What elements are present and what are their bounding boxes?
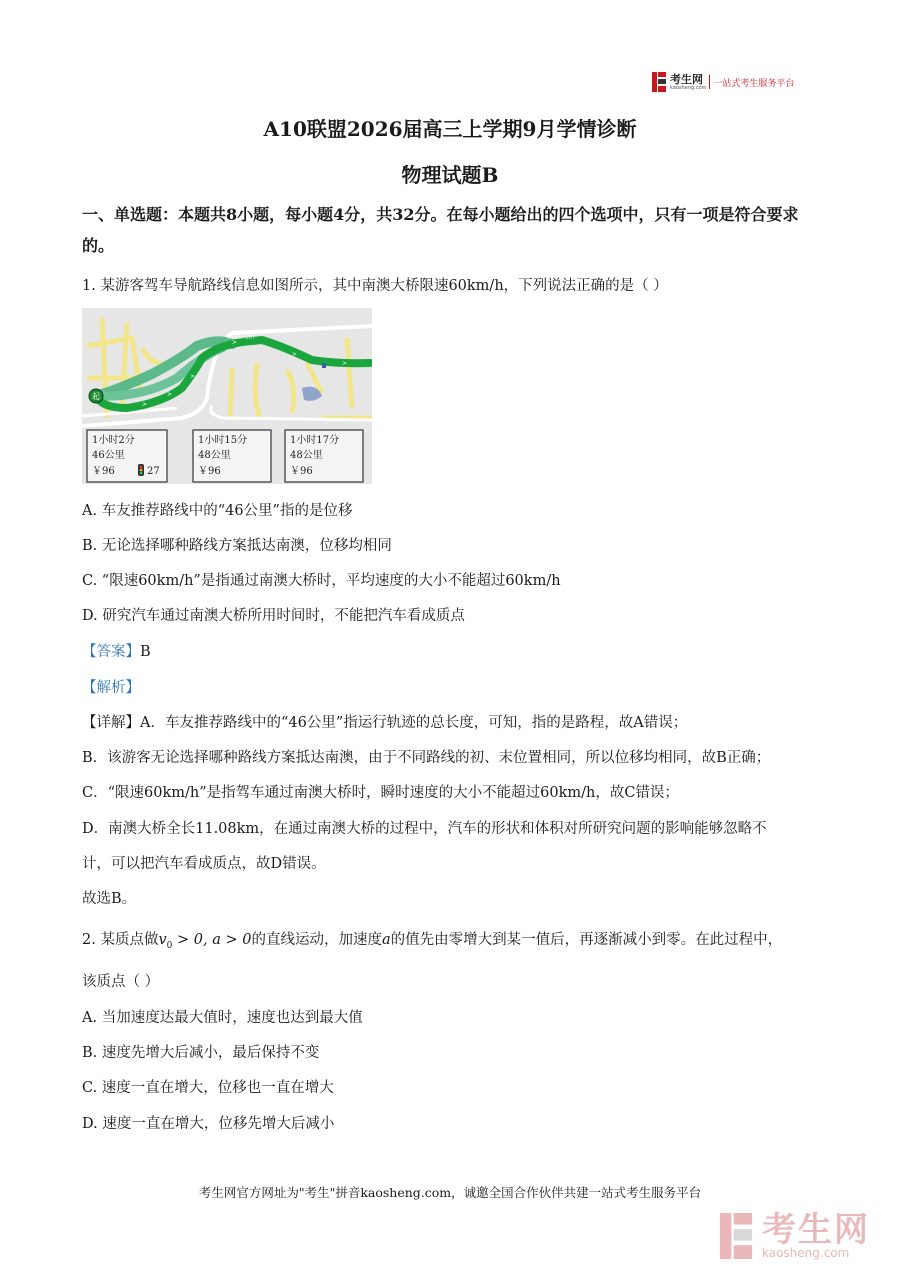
- route-3-distance: 48公里: [290, 450, 323, 461]
- logo-name: 考生网: [670, 72, 703, 86]
- q1-detail-c: C．“限速60km/h”是指驾车通过南澳大桥时，瞬时速度的大小不能超过60km/h，故C错误；: [82, 785, 679, 801]
- q1-detail-d: D．南澳大桥全长11.08km，在通过南澳大桥的过程中，汽车的形状和体积对所研究问题的影响能够忽略不: [82, 821, 767, 837]
- detail-tag: 【详解】: [82, 715, 140, 731]
- q1-option-a: A. 车友推荐路线中的“46公里”指的是位移: [82, 503, 353, 519]
- header-logo: [652, 72, 794, 92]
- q1-detail-b: B．该游客无论选择哪种路线方案抵达南澳，由于不同路线的初、末位置相同，所以位移均相同，故B正确；: [82, 750, 771, 766]
- q1-detail-d-cont: 计，可以把汽车看成质点，故D错误。: [82, 856, 326, 872]
- route-3-time: 1小时17分: [290, 435, 340, 446]
- route-1-lights: 27: [147, 466, 160, 477]
- question-1-stem: 1. 某游客驾车导航路线信息如图所示，其中南澳大桥限速60km/h，下列说法正确的是（ ）: [82, 278, 668, 294]
- question-2-stem-cont: 该质点（ ）: [82, 974, 160, 990]
- route-2-time: 1小时15分: [198, 435, 248, 446]
- logo-slogan: 一站式考生服务平台: [713, 78, 795, 89]
- q1-conclusion: 故选B。: [82, 891, 137, 907]
- q1-option-d: D. 研究汽车通过南澳大桥所用时间时，不能把汽车看成质点: [82, 608, 465, 624]
- footer-text: 考生网官方网址为"考生"拼音kaosheng.com，诚邀全国合作伙伴共建一站式考生服务平台: [198, 1185, 702, 1200]
- logo-domain: kaosheng.com: [670, 84, 707, 91]
- page-subtitle: 物理试题B: [401, 163, 499, 187]
- q2-option-d: D. 速度一直在增大，位移先增大后减小: [82, 1116, 335, 1132]
- watermark-name: 考生网: [762, 1210, 870, 1250]
- q1-option-b: B. 无论选择哪种路线方案抵达南澳，位移均相同: [82, 538, 392, 554]
- answer-value: B: [140, 644, 151, 660]
- answer-tag: 【答案】: [82, 644, 140, 660]
- analysis-tag: 【解析】: [82, 680, 140, 696]
- watermark: [716, 1210, 870, 1260]
- svg-text:>: >: [142, 401, 148, 408]
- svg-text:>: >: [190, 373, 196, 380]
- section-heading: 一、单选题：本题共8小题，每小题4分，共32分。在每小题给出的四个选项中，只有一项是符合要求的。: [82, 205, 799, 255]
- svg-text:>: >: [292, 351, 298, 358]
- page-title: A10联盟2026届高三上学期9月学情诊断: [263, 117, 637, 141]
- q1-detail-a: 【详解】A．车友推荐路线中的“46公里”指运行轨迹的总长度，可知，指的是路程，故A错误；: [82, 715, 688, 731]
- svg-text:>: >: [167, 391, 173, 398]
- route-1-cost: ￥96: [92, 466, 115, 477]
- question-2-stem: 2. 某质点做$v_0 > 0$, a > 0的直线运动，加速度a的值先由零增大到某一值后，再逐渐减小到零。在此过程中，: [82, 932, 783, 951]
- q2-option-b: B. 速度先增大后减小，最后保持不变: [82, 1045, 320, 1061]
- route-1-time: 1小时2分: [92, 435, 135, 446]
- logo-divider: [709, 75, 710, 89]
- route-2-cost: ￥96: [198, 466, 221, 477]
- route-2-distance: 48公里: [198, 450, 231, 461]
- kaosheng-logo-icon: [652, 72, 666, 92]
- start-marker-label: 起: [92, 392, 100, 401]
- q1-answer: [82, 640, 151, 661]
- watermark-domain: kaosheng.com: [762, 1246, 850, 1260]
- route-3-cost: ￥96: [290, 466, 313, 477]
- q2-option-c: C. 速度一直在增大，位移也一直在增大: [82, 1080, 334, 1096]
- watermark-logo-icon: [716, 1213, 756, 1259]
- navigation-map-figure: [82, 308, 372, 484]
- route-1-distance: 46公里: [92, 450, 125, 461]
- q1-option-c: C. “限速60km/h”是指通过南澳大桥时，平均速度的大小不能超过60km/h: [82, 573, 561, 589]
- traffic-light-icon: [138, 464, 144, 476]
- svg-text:>: >: [342, 360, 348, 367]
- bridge-label: 南澳大桥: [227, 332, 255, 340]
- svg-text:>: >: [232, 339, 238, 346]
- q2-option-a: A. 当加速度达最大值时，速度也达到最大值: [82, 1010, 363, 1026]
